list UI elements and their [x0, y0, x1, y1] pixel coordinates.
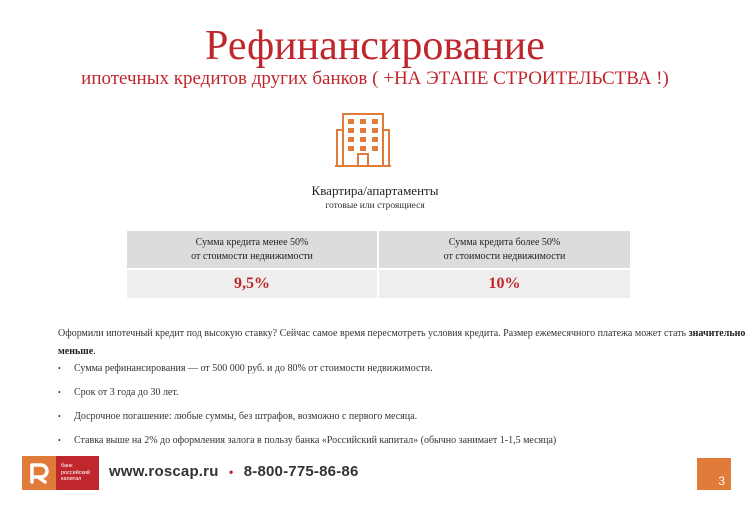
rates-table [127, 231, 630, 298]
table-header-line: от стоимости недвижимости [443, 250, 566, 262]
list-item [58, 362, 748, 386]
logo-mark-icon [22, 456, 56, 490]
property-title: Квартира/апартаменты [311, 183, 439, 198]
list-item-text: Досрочное погашение: любые суммы, без штрафов, возможно с первого месяца. [74, 411, 418, 422]
table-header-under-50 [127, 231, 377, 268]
intro-emphasis: значительно меньше [58, 328, 746, 357]
bank-logo[interactable] [22, 456, 99, 490]
bullet-icon: • [58, 388, 61, 397]
phone-number[interactable]: 8-800-775-86-86 [243, 463, 359, 480]
website-link[interactable]: www.roscap.ru [109, 463, 219, 480]
building-icon [333, 108, 393, 168]
logo-text-line: банк [61, 463, 73, 470]
list-item [58, 434, 748, 458]
logo-text-line: капитал [61, 476, 82, 483]
logo-text-line: российский [61, 469, 91, 476]
bullet-icon: • [58, 364, 61, 373]
rate-under-50: 9,5% [127, 270, 377, 298]
bullet-icon: • [58, 436, 61, 445]
table-header-over-50 [379, 231, 630, 268]
bullet-icon: • [58, 412, 61, 421]
intro-paragraph [58, 325, 748, 361]
list-item-text: Сумма рефинансирования — от 500 000 руб. и до 80% от стоимости недвижимости. [74, 363, 433, 374]
logo-text [56, 463, 90, 483]
footer-contact [109, 463, 358, 480]
page-number: 3 [697, 458, 731, 490]
table-header-line: Сумма кредита более 50% [448, 236, 561, 248]
conditions-list [58, 362, 748, 458]
list-item-text: Срок от 3 года до 30 лет. [74, 387, 179, 398]
page-title: Рефинансирование [205, 23, 545, 69]
intro-text: Оформили ипотечный кредит под высокую ставку? Сейчас самое время пересмотреть условия кредита. Размер ежемесячного платежа может стать [58, 328, 689, 339]
list-item-text: Ставка выше на 2% до оформления залога в пользу банка «Российский капитал» (обычно занимает 1-1,5 месяца) [74, 435, 557, 446]
list-item [58, 410, 748, 434]
rate-over-50: 10% [379, 270, 630, 298]
table-header-line: Сумма кредита менее 50% [195, 236, 309, 248]
footer-separator: • [228, 465, 234, 479]
list-item [58, 386, 748, 410]
intro-end: . [93, 346, 96, 357]
property-subtitle: готовые или строящиеся [325, 201, 425, 211]
page-subtitle: ипотечных кредитов других банков ( +НА ЭТАПЕ СТРОИТЕЛЬСТВА !) [81, 68, 669, 89]
table-header-line: от стоимости недвижимости [191, 250, 313, 262]
